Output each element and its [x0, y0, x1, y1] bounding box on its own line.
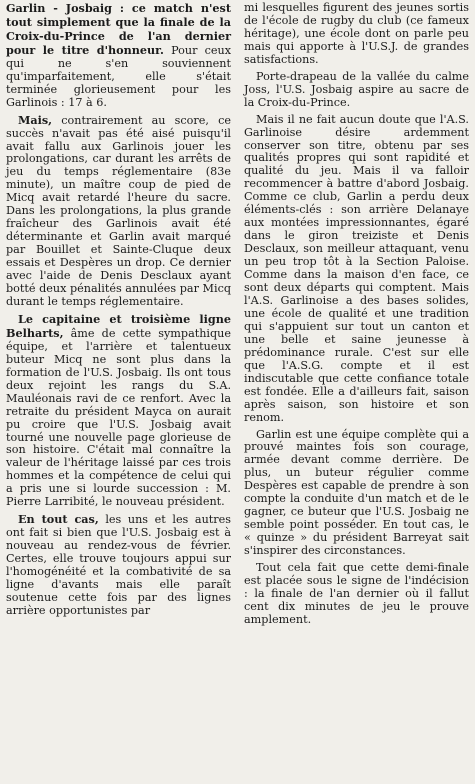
paragraph-8: Garlin est une équipe complète qui a prouvé maintes fois son courage, armée devant comme derrière. De plus, un buteur régulier comme Despères est capable de prendre à son compte la conduite d'un match et de le gagner, ce buteur que l'U.S. Josbaig ne semble point posséder. En tout cas, le « quinze » du président Barreyat sait s'inspirer des circonstances. — [244, 427, 469, 558]
paragraph-4-text: les uns et les autres ont fait si bien que l'U.S. Josbaig est à nouveau au rendez-vous de février. Certes, elle trouve toujours appui sur l'homogénéité et la combativité de sa ligne d'avants mais elle paraît soutenue cette fois par des lignes arrière opportunistes par — [6, 513, 231, 617]
left-column — [6, 2, 231, 784]
paragraph-2-lead: Mais, — [18, 112, 53, 127]
paragraph-1-lead: Garlin - Josbaig : ce match n'est tout simplement que la finale de la Croix-du-Prince de l'an dernier pour le titre d'honneur. — [6, 1, 231, 57]
paragraph-1 — [6, 2, 231, 110]
right-column — [244, 2, 469, 784]
paragraph-2-text: contrairement au score, ce succès n'avait pas été aisé puisqu'il avait fallu aux Garlinois jouer les prolongations, car durant les arrêts de jeu du temps réglementaire (83e minute), un maître coup de pied de Micq avait retardé l'heure du sacre. Dans les prolongations, la plus grande fraîcheur des Garlinois avait été déterminante et Garlin avait marqué par Bouillet et Sainte-Cluque deux essais et Despères un drop. Ce dernier avec l'aide de Denis Desclaux ayant botté deux pénalités annulées par Micq durant le temps réglementaire. — [6, 113, 231, 308]
paragraph-4-lead: En tout cas, — [18, 512, 99, 527]
paragraph-1-text: Pour ceux qui ne s'en souviennent qu'imparfaitement, elle s'était terminée glorieusement pour les Garlinois : 17 à 6. — [6, 43, 232, 109]
paragraph-5: mi lesquelles figurent des jeunes sortis de l'école de rugby du club (ce fameux héritage), une école dont on parle peu mais qui apporte à l'U.S.J. de grandes satisfactions. — [244, 1, 469, 66]
paragraph-4 — [6, 513, 231, 618]
paragraph-2 — [6, 114, 231, 309]
paragraph-3-text: âme de cette sympathique équipe, et l'arrière et talentueux buteur Micq ne sont plus dans la formation de l'U.S. Josbaig. Ils ont tous deux rejoint les rangs du S.A. Mauléonais ravi de ce renfort. Avec la retraite du président Mayca on aurait pu croire que l'U.S. Josbaig avait tourné une nouvelle page glorieuse de son histoire. C'était mal connaître la valeur de l'héritage laissé par ces trois hommes et la compétence de celui qui a pris une si lourde succession : M. Pierre Larribité, le nouveau président. — [6, 326, 231, 509]
paragraph-9: Tout cela fait que cette demi-finale est placée sous le signe de l'indécision : la finale de l'an dernier où il fallut cent dix minutes de jeu le prouve amplement. — [244, 561, 469, 626]
paragraph-3 — [6, 313, 231, 509]
paragraph-3-lead: Le capitaine et troisième ligne Belharts, — [6, 311, 231, 340]
paragraph-7: Mais il ne fait aucun doute que l'A.S. Garlinoise désire ardemment conserver son titre, obtenu par ses qualités propres qui sont rapidité et qualité du jeu. Mais il va falloir recommencer à battre d'abord Josbaig. Comme ce club, Garlin a perdu deux éléments-clés : son arrière Delanaye aux montées impressionnantes, égaré dans le giron treiziste et Denis Desclaux, son meilleur attaquant, venu un peu trop tôt à la Section Paloise. Comme dans la maison d'en face, ce sont deux départs qui comptent. Mais l'A.S. Garlinoise a des bases solides, une école de qualité et une tradition qui s'appuient sur tout un canton et une belle et saine jeunesse à prédominance rurale. C'est sur elle que l'A.S.G. compte et il est indiscutable que cette confiance totale est fondée. Elle a d'ailleurs fait, saison après saison, son histoire et son renom. — [244, 112, 469, 424]
paragraph-6: Porte-drapeau de la vallée du calme Joss, l'U.S. Josbaig aspire au sacre de la Croix-du-Prince. — [244, 69, 469, 109]
